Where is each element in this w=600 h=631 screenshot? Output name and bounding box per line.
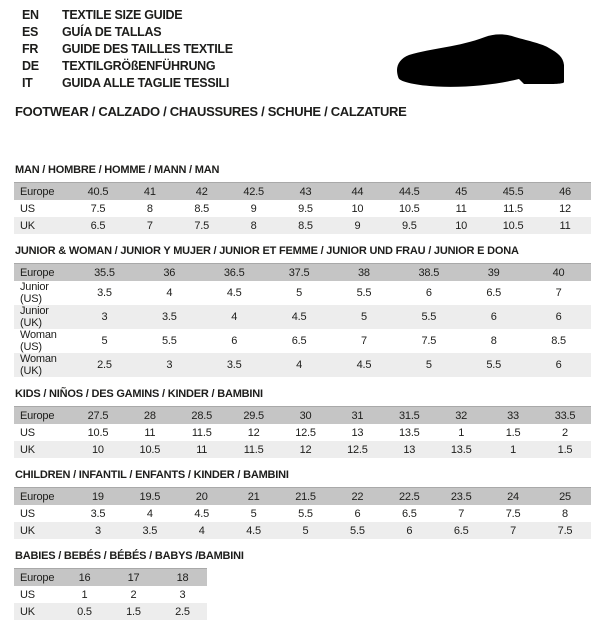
size-value-cell: 30 bbox=[299, 409, 312, 422]
lang-code: DE bbox=[22, 59, 39, 73]
size-value-cell: 10 bbox=[351, 202, 364, 215]
size-value-cell: 44 bbox=[351, 185, 364, 198]
size-value-cell: 1.5 bbox=[505, 426, 521, 439]
size-value-cell: 8 bbox=[562, 507, 568, 520]
size-value-cell: 6.5 bbox=[453, 524, 469, 537]
size-value-cell: 27.5 bbox=[87, 409, 109, 422]
size-value-cell: 7.5 bbox=[194, 219, 210, 232]
size-value-cell: 1.5 bbox=[126, 605, 141, 618]
size-value-cell: 11.5 bbox=[503, 202, 523, 215]
lang-row-fr bbox=[22, 41, 233, 58]
size-value-cell: 6 bbox=[354, 507, 361, 520]
size-value-cell: 7 bbox=[555, 287, 562, 299]
table-row bbox=[14, 424, 591, 441]
size-value-cell: 3.5 bbox=[97, 287, 112, 299]
size-value-cell: 33 bbox=[507, 409, 519, 422]
table-row bbox=[14, 329, 591, 353]
lang-code: ES bbox=[22, 25, 39, 39]
size-value-cell: 6.5 bbox=[486, 287, 502, 299]
table-row bbox=[14, 353, 591, 377]
row-label: UK bbox=[20, 605, 35, 618]
language-header bbox=[22, 7, 233, 92]
size-value-cell: 4 bbox=[231, 311, 238, 323]
size-value-cell: 6 bbox=[555, 359, 562, 371]
size-value-cell: 5.5 bbox=[356, 287, 372, 299]
size-value-cell: 8 bbox=[250, 219, 257, 232]
size-value-cell: 44.5 bbox=[398, 185, 420, 198]
dress-shoe-icon bbox=[397, 34, 569, 92]
size-value-cell: 4 bbox=[296, 359, 303, 371]
size-value-cell: 2 bbox=[130, 588, 137, 601]
size-value-cell: 7 bbox=[360, 335, 367, 347]
size-value-cell: 11 bbox=[196, 443, 208, 456]
size-value-cell: 8.5 bbox=[298, 219, 313, 232]
size-value-cell: 8.5 bbox=[194, 202, 210, 215]
lang-label: GUIDE DES TAILLES TEXTILE bbox=[62, 42, 233, 56]
size-table-section bbox=[14, 245, 591, 377]
size-value-cell: 38.5 bbox=[418, 266, 440, 279]
size-value-cell: 9 bbox=[250, 202, 257, 215]
size-value-cell: 6.5 bbox=[291, 335, 307, 347]
size-value-cell: 13.5 bbox=[398, 426, 420, 439]
size-value-cell: 12.5 bbox=[295, 426, 316, 439]
row-label: UK bbox=[20, 443, 35, 456]
size-value-cell: 17 bbox=[127, 571, 140, 584]
size-value-cell: 9.5 bbox=[298, 202, 313, 215]
table-row bbox=[14, 305, 591, 329]
table-row bbox=[14, 407, 591, 425]
size-value-cell: 12.5 bbox=[347, 443, 368, 456]
row-label: Junior (US) bbox=[20, 281, 49, 305]
lang-code: FR bbox=[22, 42, 39, 56]
size-value-cell: 13.5 bbox=[450, 443, 472, 456]
size-table-section bbox=[14, 164, 591, 234]
size-table bbox=[14, 487, 591, 539]
size-value-cell: 2.5 bbox=[97, 359, 112, 371]
size-value-cell: 9.5 bbox=[401, 219, 417, 232]
size-value-cell: 25 bbox=[559, 490, 571, 503]
lang-code: EN bbox=[22, 8, 39, 22]
lang-label: GUÍA DE TALLAS bbox=[62, 25, 162, 39]
size-table-section bbox=[14, 469, 591, 539]
size-value-cell: 10.5 bbox=[502, 219, 524, 232]
table-row bbox=[14, 505, 591, 522]
size-value-cell: 28.5 bbox=[191, 409, 213, 422]
size-value-cell: 41 bbox=[143, 185, 156, 198]
size-value-cell: 36.5 bbox=[223, 266, 245, 279]
table-row bbox=[14, 183, 591, 201]
size-value-cell: 5.5 bbox=[421, 311, 437, 323]
size-value-cell: 5 bbox=[101, 335, 108, 347]
lang-row-it bbox=[22, 75, 233, 92]
table-row bbox=[14, 522, 591, 539]
table-title: CHILDREN / INFANTIL / ENFANTS / KINDER / BAMBINI bbox=[15, 469, 289, 481]
size-value-cell: 10.5 bbox=[139, 443, 161, 456]
size-value-cell: 10.5 bbox=[87, 426, 109, 439]
size-value-cell: 5 bbox=[425, 359, 432, 371]
size-value-cell: 6.5 bbox=[90, 219, 106, 232]
size-value-cell: 3.5 bbox=[226, 359, 242, 371]
size-value-cell: 40.5 bbox=[87, 185, 109, 198]
size-value-cell: 42 bbox=[195, 185, 208, 198]
size-table bbox=[14, 263, 591, 377]
size-value-cell: 6 bbox=[231, 335, 238, 347]
size-value-cell: 4 bbox=[146, 507, 153, 520]
size-value-cell: 45.5 bbox=[502, 185, 524, 198]
size-value-cell: 4.5 bbox=[226, 287, 242, 299]
row-label: Europe bbox=[20, 185, 55, 198]
size-value-cell: 10 bbox=[455, 219, 468, 232]
lang-label: TEXTILGRÖßENFÜHRUNG bbox=[62, 59, 216, 73]
size-value-cell: 12 bbox=[247, 426, 260, 439]
table-title: KIDS / NIÑOS / DES GAMINS / KINDER / BAMBINI bbox=[15, 388, 263, 400]
row-label: Woman (US) bbox=[20, 329, 57, 353]
row-label: Europe bbox=[20, 490, 55, 503]
size-value-cell: 11 bbox=[455, 202, 467, 215]
size-value-cell: 4.5 bbox=[246, 524, 261, 537]
size-value-cell: 10 bbox=[92, 443, 104, 456]
size-value-cell: 1 bbox=[510, 443, 517, 456]
size-value-cell: 11 bbox=[144, 426, 156, 439]
size-value-cell: 8 bbox=[146, 202, 153, 215]
size-table bbox=[14, 182, 591, 234]
size-value-cell: 4 bbox=[166, 287, 173, 299]
table-row bbox=[14, 264, 591, 282]
size-value-cell: 39 bbox=[487, 266, 500, 279]
size-value-cell: 5 bbox=[296, 287, 303, 299]
size-value-cell: 8.5 bbox=[551, 335, 566, 347]
size-value-cell: 31 bbox=[351, 409, 364, 422]
row-label: US bbox=[20, 426, 35, 439]
size-value-cell: 3 bbox=[94, 524, 101, 537]
size-value-cell: 3.5 bbox=[161, 311, 177, 323]
table-title: BABIES / BEBÉS / BÉBÉS / BABYS /BAMBINI bbox=[15, 550, 244, 562]
size-value-cell: 7.5 bbox=[421, 335, 437, 347]
size-value-cell: 6.5 bbox=[401, 507, 417, 520]
size-value-cell: 6 bbox=[490, 311, 497, 323]
size-value-cell: 5 bbox=[250, 507, 257, 520]
table-title: JUNIOR & WOMAN / JUNIOR Y MUJER / JUNIOR ET FEMME / JUNIOR UND FRAU / JUNIOR E DONA bbox=[15, 245, 519, 257]
category-title: FOOTWEAR / CALZADO / CHAUSSURES / SCHUHE / CALZATURE bbox=[15, 104, 407, 119]
size-value-cell: 18 bbox=[176, 571, 189, 584]
size-value-cell: 21.5 bbox=[295, 490, 316, 503]
size-value-cell: 3.5 bbox=[142, 524, 158, 537]
table-row bbox=[14, 603, 207, 620]
size-value-cell: 43 bbox=[299, 185, 312, 198]
size-value-cell: 29.5 bbox=[243, 409, 264, 422]
size-value-cell: 46 bbox=[559, 185, 571, 198]
lang-row-en bbox=[22, 7, 233, 24]
row-label: Woman (UK) bbox=[20, 353, 57, 377]
row-label: Junior (UK) bbox=[20, 305, 49, 329]
table-row bbox=[14, 200, 591, 217]
table-row bbox=[14, 488, 591, 506]
size-value-cell: 7 bbox=[458, 507, 465, 520]
size-value-cell: 5.5 bbox=[161, 335, 177, 347]
size-value-cell: 33.5 bbox=[554, 409, 576, 422]
size-value-cell: 10.5 bbox=[398, 202, 420, 215]
size-value-cell: 13 bbox=[351, 426, 364, 439]
size-value-cell: 24 bbox=[507, 490, 519, 503]
size-value-cell: 3 bbox=[101, 311, 108, 323]
row-label: US bbox=[20, 202, 35, 215]
size-value-cell: 11.5 bbox=[243, 443, 264, 456]
table-row bbox=[14, 441, 591, 458]
size-value-cell: 4.5 bbox=[194, 507, 210, 520]
size-value-cell: 11 bbox=[559, 219, 571, 232]
size-value-cell: 2.5 bbox=[175, 605, 190, 618]
size-value-cell: 5 bbox=[360, 311, 367, 323]
lang-row-es bbox=[22, 24, 233, 41]
size-value-cell: 22.5 bbox=[398, 490, 420, 503]
size-value-cell: 6 bbox=[555, 311, 562, 323]
lang-label: TEXTILE SIZE GUIDE bbox=[62, 8, 183, 22]
size-value-cell: 12 bbox=[559, 202, 571, 215]
row-label: US bbox=[20, 507, 35, 520]
size-value-cell: 7.5 bbox=[557, 524, 573, 537]
size-value-cell: 0.5 bbox=[77, 605, 92, 618]
table-row bbox=[14, 217, 591, 234]
size-value-cell: 5.5 bbox=[486, 359, 502, 371]
size-value-cell: 11.5 bbox=[191, 426, 212, 439]
size-value-cell: 8 bbox=[490, 335, 497, 347]
size-value-cell: 45 bbox=[455, 185, 468, 198]
size-value-cell: 12 bbox=[299, 443, 312, 456]
row-label: UK bbox=[20, 219, 35, 232]
size-value-cell: 3 bbox=[179, 588, 186, 601]
size-value-cell: 7.5 bbox=[90, 202, 106, 215]
size-value-cell: 22 bbox=[351, 490, 364, 503]
size-value-cell: 13 bbox=[403, 443, 416, 456]
size-value-cell: 20 bbox=[195, 490, 208, 503]
row-label: Europe bbox=[20, 571, 55, 584]
row-label: Europe bbox=[20, 266, 55, 279]
size-value-cell: 3 bbox=[166, 359, 173, 371]
size-value-cell: 5 bbox=[302, 524, 309, 537]
size-value-cell: 7 bbox=[146, 219, 153, 232]
lang-label: GUIDA ALLE TAGLIE TESSILI bbox=[62, 76, 230, 90]
size-value-cell: 35.5 bbox=[94, 266, 115, 279]
table-row bbox=[14, 569, 207, 587]
table-row bbox=[14, 281, 591, 305]
size-value-cell: 21 bbox=[247, 490, 260, 503]
lang-code: IT bbox=[22, 76, 33, 90]
lang-row-de bbox=[22, 58, 233, 75]
table-title: MAN / HOMBRE / HOMME / MANN / MAN bbox=[15, 164, 220, 176]
row-label: Europe bbox=[20, 409, 55, 422]
size-value-cell: 40 bbox=[552, 266, 565, 279]
size-value-cell: 19.5 bbox=[139, 490, 161, 503]
table-row bbox=[14, 586, 207, 603]
size-tables-container bbox=[14, 164, 591, 631]
size-value-cell: 1 bbox=[458, 426, 465, 439]
size-value-cell: 5.5 bbox=[350, 524, 365, 537]
size-value-cell: 9 bbox=[354, 219, 361, 232]
size-value-cell: 19 bbox=[92, 490, 104, 503]
size-table-section bbox=[14, 550, 591, 620]
size-table bbox=[14, 406, 591, 458]
size-value-cell: 23.5 bbox=[450, 490, 472, 503]
size-value-cell: 28 bbox=[143, 409, 156, 422]
size-value-cell: 4.5 bbox=[291, 311, 307, 323]
row-label: UK bbox=[20, 524, 35, 537]
size-value-cell: 32 bbox=[455, 409, 468, 422]
size-value-cell: 4.5 bbox=[356, 359, 372, 371]
size-value-cell: 2 bbox=[562, 426, 568, 439]
size-table-section bbox=[14, 388, 591, 458]
size-table bbox=[14, 568, 207, 620]
size-value-cell: 4 bbox=[198, 524, 205, 537]
size-value-cell: 37.5 bbox=[288, 266, 310, 279]
size-value-cell: 42.5 bbox=[243, 185, 264, 198]
size-value-cell: 1.5 bbox=[557, 443, 573, 456]
size-value-cell: 38 bbox=[358, 266, 370, 279]
size-value-cell: 16 bbox=[78, 571, 91, 584]
size-value-cell: 3.5 bbox=[90, 507, 106, 520]
size-value-cell: 6 bbox=[406, 524, 413, 537]
size-value-cell: 6 bbox=[425, 287, 432, 299]
size-value-cell: 7 bbox=[510, 524, 517, 537]
size-value-cell: 7.5 bbox=[505, 507, 521, 520]
size-value-cell: 1 bbox=[81, 588, 88, 601]
size-value-cell: 5.5 bbox=[298, 507, 313, 520]
size-value-cell: 31.5 bbox=[398, 409, 420, 422]
size-value-cell: 36 bbox=[163, 266, 176, 279]
row-label: US bbox=[20, 588, 35, 601]
